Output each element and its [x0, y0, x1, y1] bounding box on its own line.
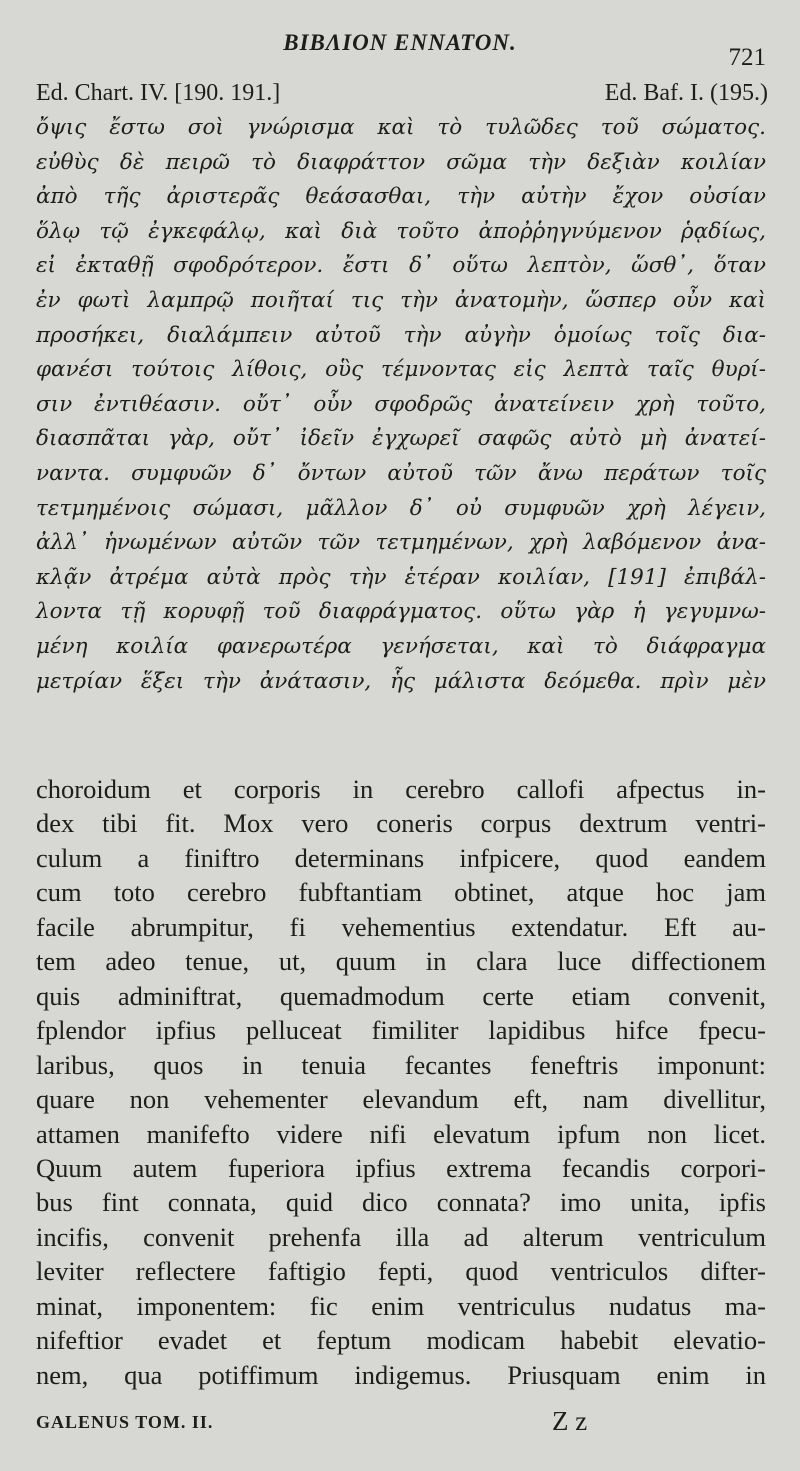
edition-references	[36, 80, 768, 107]
greek-text-line: φανέσι τούτοις λίθοις, οὓς τέμνοντας εἰς λεπτὰ ταῖς θυρί-	[36, 357, 766, 383]
latin-text-line: Quum autem fuperiora ipfius extrema fecandis corpori-	[36, 1152, 766, 1183]
greek-text-line: ναντα. συμφυῶν δ᾽ ὄντων αὐτοῦ τῶν ἄνω περάτων τοῖς	[36, 460, 766, 486]
latin-text-line: leviter reflectere faftigio fepti, quod ventriculos difter-	[36, 1256, 766, 1287]
greek-text-line: κλᾷν ἀτρέμα αὐτὰ πρὸς τὴν ἑτέραν κοιλίαν, [191] ἐπιβάλ-	[36, 564, 766, 590]
greek-text-line: ὄψις ἔστω σοὶ γνώρισμα καὶ τὸ τυλῶδες τοῦ σώματος.	[36, 115, 766, 140]
greek-text-line: ἐν φωτὶ λαμπρῷ ποιῆταί τις τὴν ἀνατομὴν, ὥσπερ οὖν καὶ	[36, 287, 766, 313]
latin-text-line: culum a finiftro determinans infpicere, quod eandem	[36, 842, 766, 873]
latin-text-line: incifis, convenit prehenfa illa ad alterum ventriculum	[36, 1221, 766, 1252]
latin-text-line: minat, imponentem: fic enim ventriculus nudatus ma-	[36, 1290, 766, 1321]
gathering-mark: Z z	[552, 1406, 588, 1436]
greek-text-line: ὅλῳ τῷ ἐγκεφάλῳ, καὶ διὰ τοῦτο ἀποῤῥηγνύμενον ῥᾳδίως,	[36, 218, 766, 244]
latin-text-line: quis adminiftrat, quemadmodum certe etiam convenit,	[36, 980, 766, 1011]
greek-text-line: εἰ ἐκταθῇ σφοδρότερον. ἔστι δ᾽ οὕτω λεπτὸν, ὥσθ᾽, ὅταν	[36, 253, 766, 279]
signature-line: GALENUS TOM. II.	[36, 1412, 214, 1432]
edition-ref-basel: Ed. Baf. I. (195.)	[604, 80, 768, 106]
greek-text-line: ἀπὸ τῆς ἀριστερᾶς θεάσασθαι, τὴν αὐτὴν ἔχον οὐσίαν	[36, 184, 766, 210]
latin-text-line: facile abrumpitur, fi vehementius extendatur. Eft au-	[36, 911, 766, 942]
latin-text-line: attamen manifefto videre nifi elevatum ipfum non licet.	[36, 1118, 766, 1149]
greek-text-line: τετμημένοις σώμασι, μᾶλλον δ᾽ οὐ συμφυῶν χρὴ λέγειν,	[36, 495, 766, 521]
greek-text-line: εὐθὺς δὲ πειρῶ τὸ διαφράττον σῶμα τὴν δεξιὰν κοιλίαν	[36, 149, 766, 175]
latin-text-line: laribus, quos in tenuia fecantes feneftris imponunt:	[36, 1049, 766, 1080]
latin-text-line: quare non vehementer elevandum eft, nam divellitur,	[36, 1084, 766, 1115]
greek-text-line: λοντα τῇ κορυφῇ τοῦ διαφράγματος. οὕτω γὰρ ἡ γεγυμνω-	[36, 599, 766, 625]
latin-text-line: cum toto cerebro fubftantiam obtinet, atque hoc jam	[36, 877, 766, 908]
latin-text-line: bus fint connata, quid dico connata? imo unita, ipfis	[36, 1187, 766, 1218]
greek-text-line: μένη κοιλία φανερωτέρα γενήσεται, καὶ τὸ διάφραγμα	[36, 633, 766, 659]
edition-ref-chart: Ed. Chart. IV. [190. 191.]	[36, 80, 281, 106]
greek-text-block	[36, 111, 766, 699]
latin-text-line: nem, qua potiffimum indigemus. Priusquam enim in	[36, 1359, 766, 1390]
greek-text-line: ἀλλ᾽ ἡνωμένων αὐτῶν τῶν τετμημένων, χρὴ λαβόμενον ἀνα-	[36, 530, 766, 556]
greek-text-line: σιν ἐντιθέασιν. οὔτ᾽ οὖν σφοδρῶς ἀνατείνειν χρὴ τοῦτο,	[36, 391, 766, 417]
latin-text-line: dex tibi fit. Mox vero coneris corpus dextrum ventri-	[36, 808, 766, 839]
greek-text-line: διασπᾶται γὰρ, οὔτ᾽ ἰδεῖν ἐγχωρεῖ σαφῶς αὐτὸ μὴ ἀνατεί-	[36, 426, 766, 452]
page-number: 721	[728, 44, 766, 71]
latin-text-line: choroidum et corporis in cerebro callofi afpectus in-	[36, 774, 766, 804]
greek-text-line: προσήκει, διαλάμπειν αὐτοῦ τὴν αὐγὴν ὁμοίως τοῖς δια-	[36, 322, 766, 348]
greek-text-line: μετρίαν ἕξει τὴν ἀνάτασιν, ἧς μάλιστα δεόμεθα. πρὶν μὲν	[36, 668, 766, 694]
latin-text-block	[36, 772, 766, 1392]
latin-text-line: nifeftior evadet et feptum modicam habebit elevatio-	[36, 1325, 766, 1356]
latin-text-line: fplendor ipfius pelluceat fimiliter lapidibus hifce fpecu-	[36, 1015, 766, 1046]
running-title: BIBΛΙΟΝ ΕΝΝΑΤΟΝ.	[283, 30, 517, 55]
latin-text-line: tem adeo tenue, ut, quum in clara luce diffectionem	[36, 946, 766, 977]
